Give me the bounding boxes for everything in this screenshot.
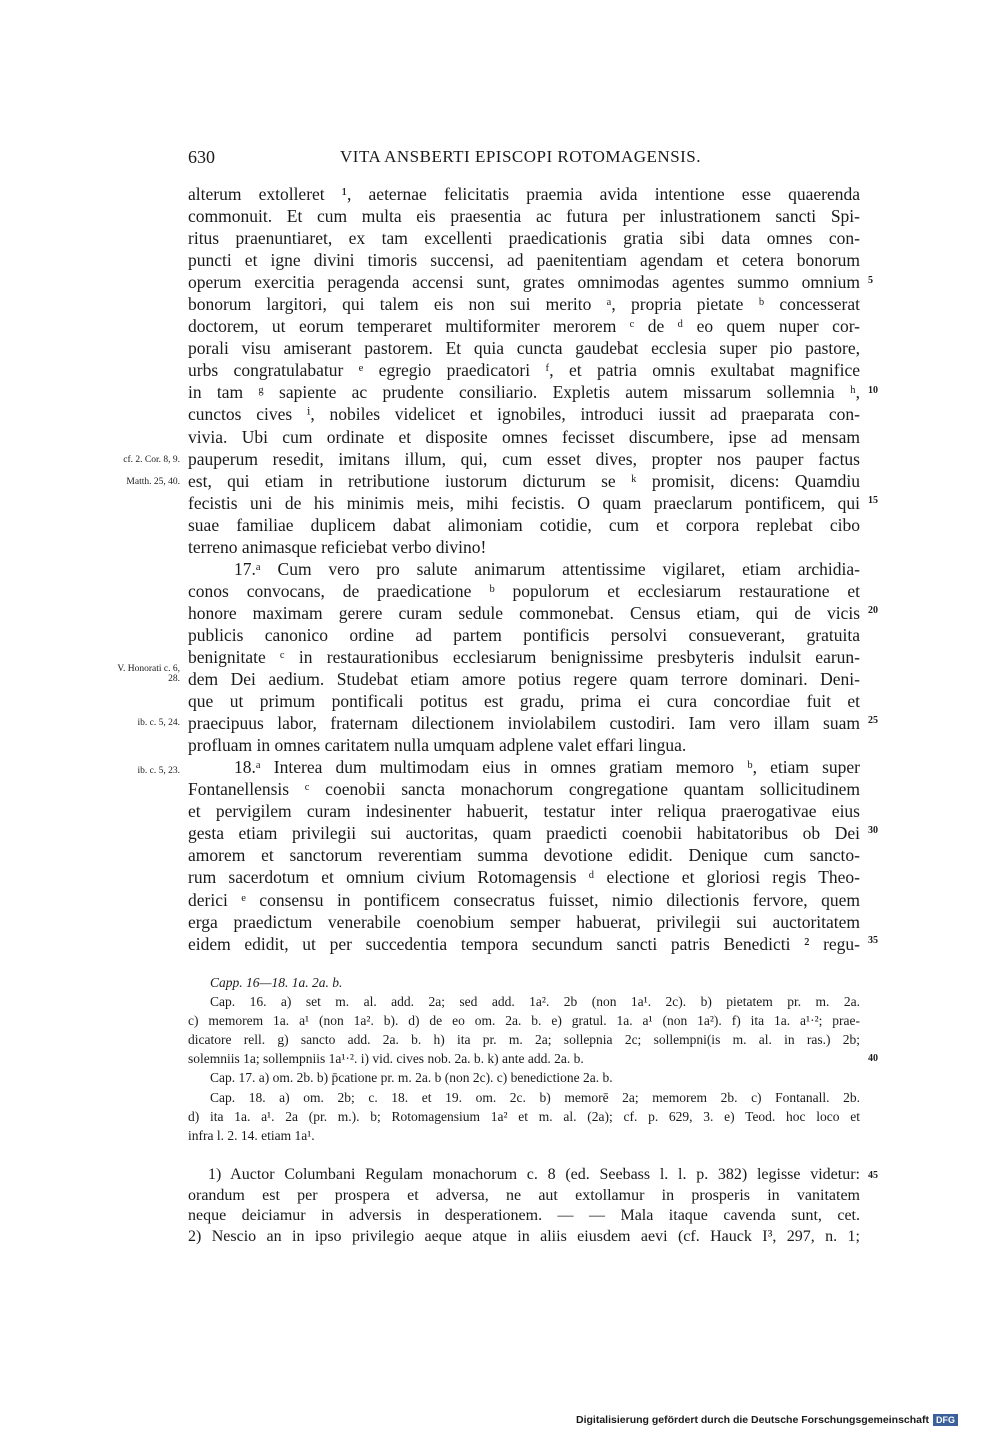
text-line: et pervigilem curam indesinenter habuerit, testatur inter reliqua praerogativae eius: [188, 801, 860, 822]
apparatus-line: d) ita 1a. a¹. 2a (pr. m.). b; Rotomagensium 1a² et m. al. (2a); cf. p. 629, 3. e) Teod. hoc loco et: [188, 1108, 860, 1124]
running-title: VITA ANSBERTI EPISCOPI ROTOMAGENSIS.: [340, 147, 702, 166]
text-line: commonuit. Et cum multa eis praesentia ac futura per inlustrationem sancti Spi-: [188, 206, 860, 227]
line-number: 30: [868, 825, 878, 836]
apparatus-line: Cap. 16. a) set m. al. add. 2a; sed add. 1a². 2b (non 1a¹. 2c). b) pietatem pr. m. 2a.: [210, 994, 860, 1010]
dfg-logo-icon: DFG: [933, 1414, 958, 1426]
text-line: ritus praenuntiaret, ex tam excellenti praedicationis gratia sibi data omnes con-: [188, 228, 860, 249]
line-number: 15: [868, 495, 878, 506]
text-line: in tam ᵍ sapiente ac prudente consiliario. Expletis autem missarum sollemnia ʰ,: [188, 382, 860, 403]
text-line: eidem edidit, ut per succedentia tempora secundum sancti patris Benedicti ² regu-: [188, 933, 860, 954]
text-line: pauperum resedit, imitans illum, qui, cum esset dives, propter nos pauper factus: [188, 448, 860, 469]
apparatus-line: dicatore rell. g) sancto add. 2a. b. h) ita pr. m. 2a; sollepnia 2c; sollempni(is m. al. in ras.) 2b;: [188, 1032, 860, 1048]
text-line: erga praedictum venerabile coenobium semper habuerat, privilegii sui auctoritatem: [188, 911, 860, 932]
text-line: fecistis uni de his minimis meis, mihi fecistis. O quam praeclarum pontificem, qui: [188, 492, 860, 513]
footnote-line: orandum est per prospera et adversa, ne aut extollamur in prosperis in vanitatem: [188, 1186, 860, 1204]
footnote-line: 2) Nescio an in ipso privilegio aeque atque in aliis eiusdem aevi (cf. Hauck I³, 297, n. 1;: [188, 1227, 860, 1245]
text-line: Fontanellensis ᶜ coenobii sancta monachorum congregatione quantam sollicitudinem: [188, 779, 860, 800]
text-line: praecipuus labor, fraternam dilectionem inviolabilem custodiri. Iam vero illam suam: [188, 713, 860, 734]
text-line: est, qui etiam in retributione iustorum dicturum se ᵏ promisit, dicens: Quamdiu: [188, 470, 860, 491]
page-number: 630: [188, 147, 215, 167]
main-text: [188, 183, 860, 955]
apparatus-line: solemniis 1a; sollempniis 1a¹·². i) vid. cives nob. 2a. b. k) ante add. 2a. b.: [188, 1051, 584, 1067]
text-line: 18.ᵃ Interea dum multimodam eius in omnes gratiam memoro ᵇ, etiam super: [234, 757, 860, 778]
line-number: 45: [868, 1170, 878, 1181]
text-line: que ut primum pontificali potitus est gradu, prima ei cura concordiae fuit et: [188, 691, 860, 712]
apparatus-line: c) memorem 1a. a¹ (non 1a². b). d) de eo om. 2a. b. e) gratul. 1a. a¹ (non 1a²). f) ita 1a. a¹·²; prae-: [188, 1013, 860, 1029]
marginal-reference: Matth. 25, 40.: [126, 477, 180, 487]
line-number: 40: [868, 1053, 878, 1064]
text-line: alterum extolleret ¹, aeternae felicitatis praemia avida intentione esse quaerenda: [188, 184, 860, 204]
marginal-reference: ib. c. 5, 24.: [137, 718, 180, 728]
footnotes: [188, 1165, 860, 1247]
text-line: urbs congratulabatur ᵉ egregio praedicatori ᶠ, et patria omnis exultabat magnifice: [188, 360, 860, 381]
footnote-line: 1) Auctor Columbani Regulam monachorum c. 8 (ed. Seebass l. l. p. 382) legisse videtur:: [208, 1166, 860, 1183]
text-line: 17.ᵃ Cum vero pro salute animarum attentissime vigilaret, etiam archidia-: [234, 558, 860, 579]
text-line: doctorem, ut eorum temperaret multiformiter merorem ᶜ de ᵈ eo quem nuper cor-: [188, 316, 860, 337]
line-number: 10: [868, 385, 878, 396]
apparatus-line: Cap. 18. a) om. 2b; c. 18. et 19. om. 2c. b) memorē 2a; memorem 2b. c) Fontanall. 2b.: [210, 1089, 860, 1105]
marginal-reference: V. Honorati c. 6, 28.: [117, 664, 180, 684]
text-line: bonorum largitori, qui talem eis non sui merito ᵃ, propria pietate ᵇ concesserat: [188, 294, 860, 315]
line-number: 5: [868, 275, 873, 286]
text-line: porali visu amiserant pastorem. Et quia cuncta gaudebat ecclesia super pio pastore,: [188, 338, 860, 359]
line-number: 20: [868, 605, 878, 616]
text-line: dem Dei aedium. Studebat etiam amore potius regere quam terrore dominari. Deni-: [188, 669, 860, 690]
text-line: publicis canonico ordine ad partem pontificis persolvi consueverant, gratuita: [188, 624, 860, 645]
text-line: suae familiae duplicem dabat alimoniam cotidie, cum et corpora replebat cibo: [188, 514, 860, 535]
critical-apparatus: [188, 973, 860, 1145]
text-line: gesta etiam privilegii sui auctoritas, quam praedicti coenobii habitatoribus ob Dei: [188, 823, 860, 844]
marginal-reference: ib. c. 5, 23.: [137, 766, 180, 776]
digitization-credit: [576, 1414, 958, 1426]
line-number: 35: [868, 935, 878, 946]
text-line: vivia. Ubi cum ordinate et disposite omnes fecisset discumbere, ipse ad mensam: [188, 426, 860, 447]
text-line: conos convocans, de praedicatione ᵇ populorum et ecclesiarum restauratione et: [188, 580, 860, 601]
line-number: 25: [868, 715, 878, 726]
text-line: cunctos cives ⁱ, nobiles videlicet et ignobiles, introduci iussit ad praeparata con-: [188, 404, 860, 425]
apparatus-line: Cap. 17. a) om. 2b. b) p̄catione pr. m. 2a. b (non 2c). c) benedictione 2a. b.: [210, 1070, 613, 1086]
text-line: terreno animasque reficiebat verbo divino!: [188, 536, 487, 557]
credit-text: Digitalisierung gefördert durch die Deutsche Forschungsgemeinschaft: [576, 1414, 929, 1426]
text-line: rum sacerdotum et omnium civium Rotomagensis ᵈ electione et gloriosi regis Theo-: [188, 867, 860, 888]
text-line: benignitate ᶜ in restaurationibus ecclesiarum benignissime presbyteris indulsit earun-: [188, 646, 860, 667]
apparatus-line: infra l. 2. 14. etiam 1a¹.: [188, 1127, 315, 1143]
footnote-line: neque deiciamur in adversis in desperationem. — — Mala itaque cavenda sunt, cet.: [188, 1207, 860, 1224]
text-line: profluam in omnes caritatem nulla umquam adplene valet effari lingua.: [188, 735, 687, 756]
text-line: amorem et sanctorum reverentiam summa devotione edidit. Denique cum sancto-: [188, 845, 860, 866]
text-line: honore maximam gerere curam sedule commonebat. Census etiam, qui de vicis: [188, 602, 860, 623]
apparatus-line: Capp. 16—18. 1a. 2a. b.: [210, 975, 343, 990]
text-line: operum exercitia peragenda accensi sunt, grates omnimodas agentes summo omnium: [188, 272, 860, 293]
marginal-reference: cf. 2. Cor. 8, 9.: [123, 455, 180, 465]
text-line: derici ᵉ consensu in pontificem consecratus fuisset, nimio dilectionis fervore, quem: [188, 889, 860, 910]
text-line: puncti et igne divini timoris succensi, ad paenitentiam agendam et cetera bonorum: [188, 250, 860, 271]
